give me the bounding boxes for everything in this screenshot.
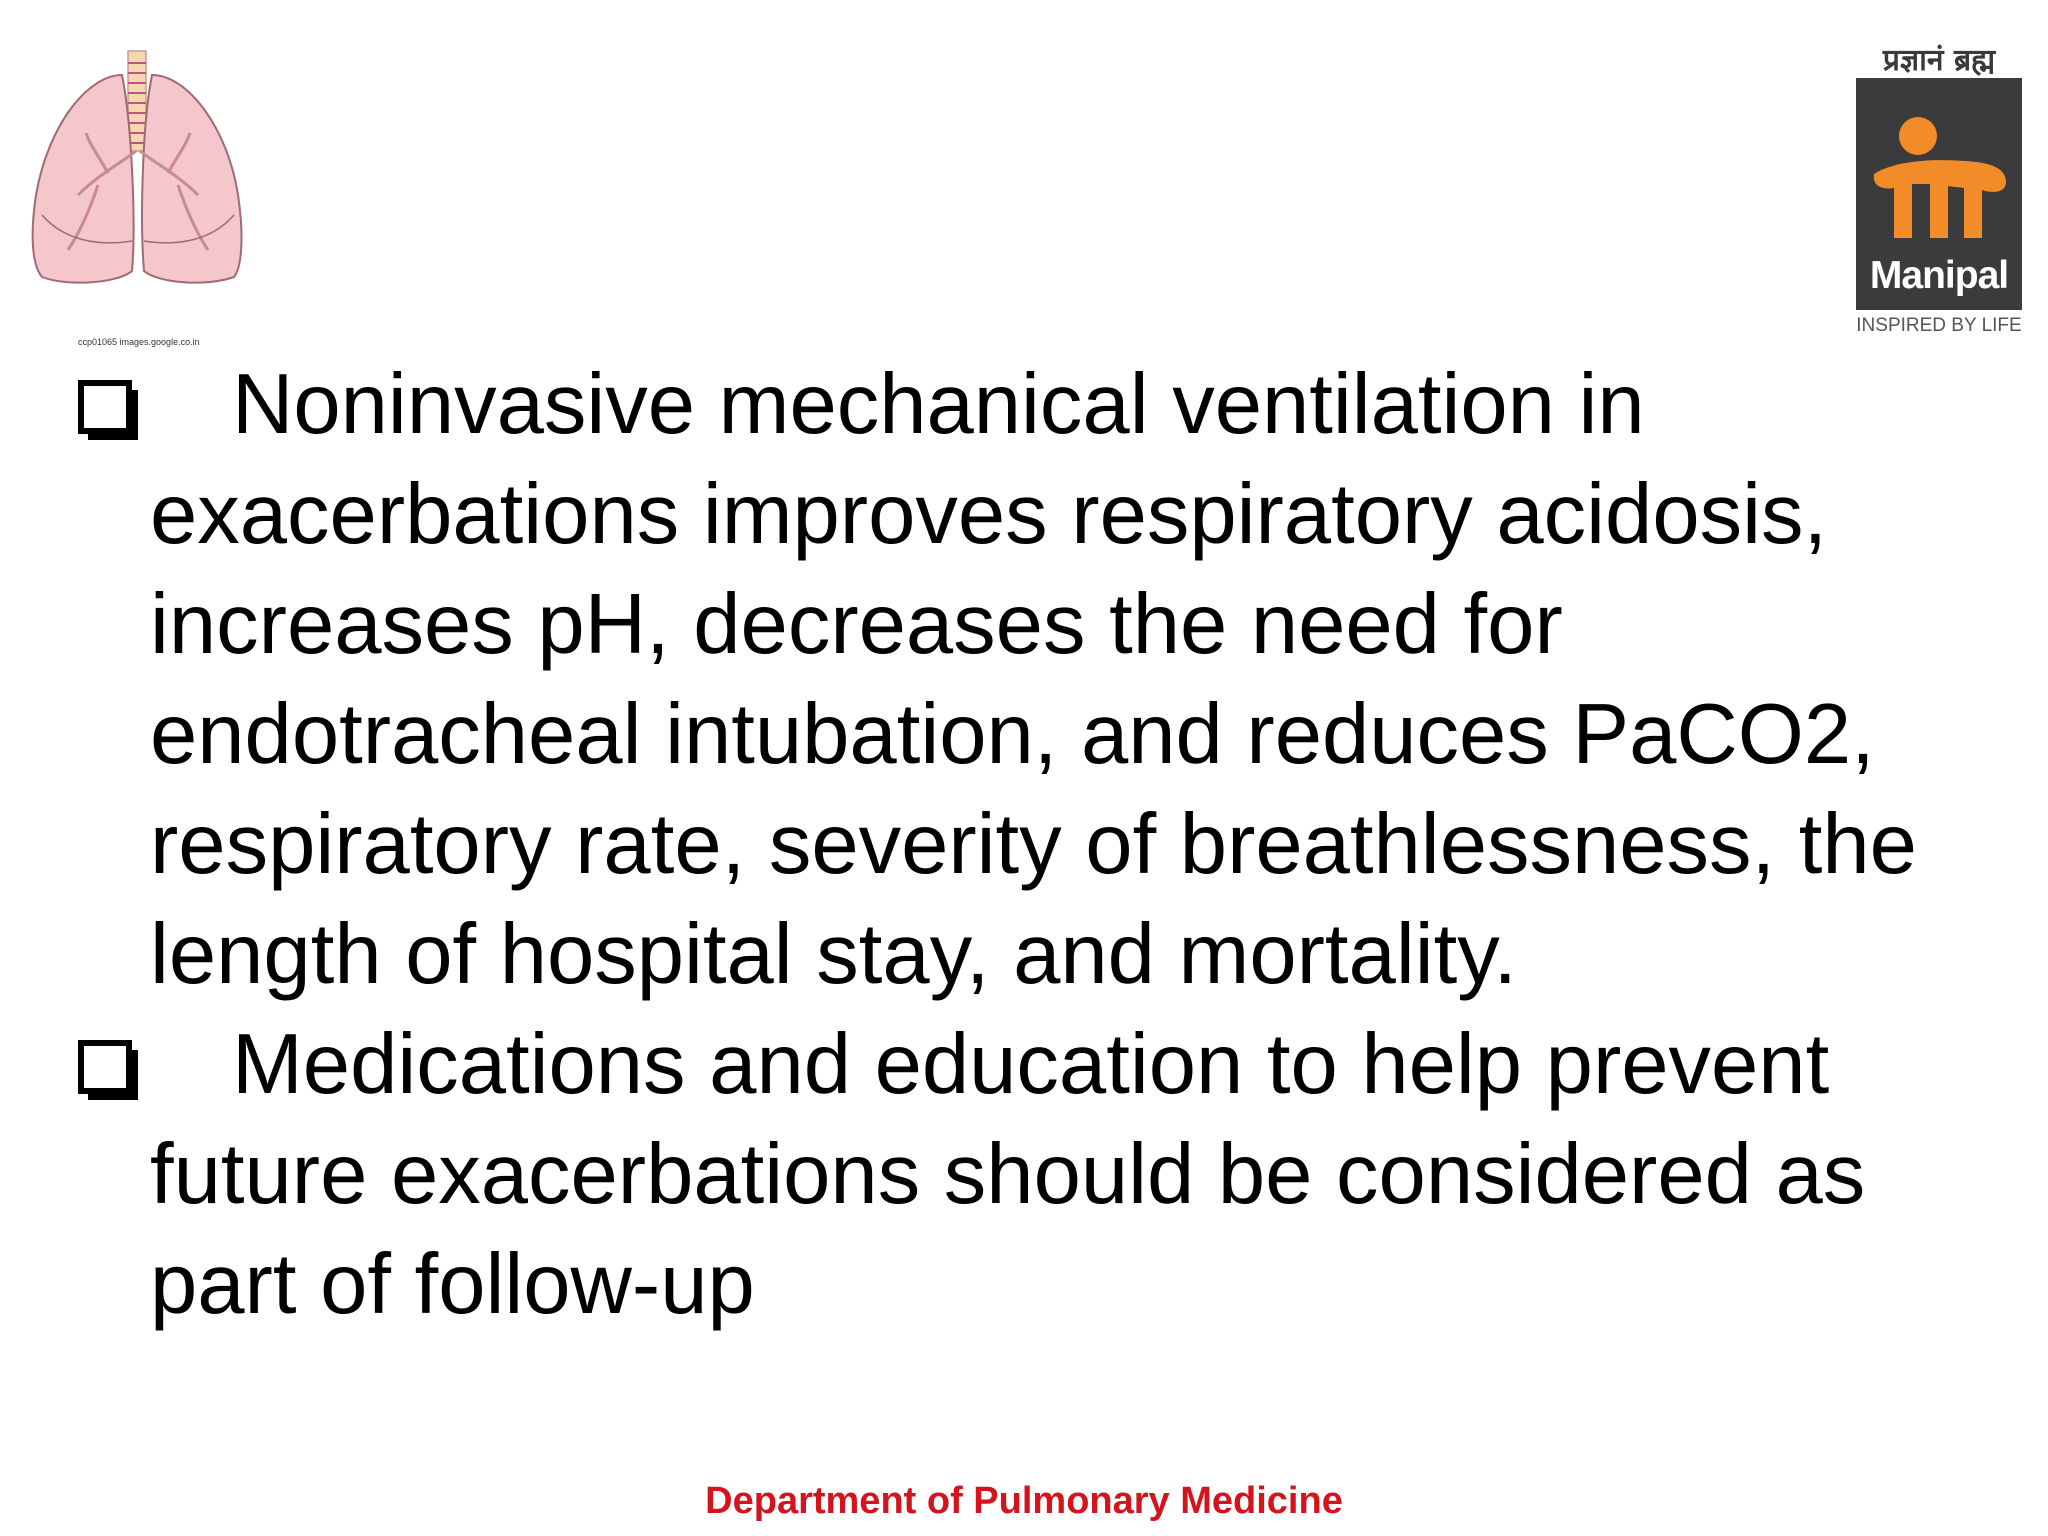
bullet-item: [78, 350, 2008, 1010]
lung-image-caption: ccp01065 images.google.co.in: [78, 337, 200, 347]
bullet-list: [78, 350, 2008, 1340]
logo-box: [1856, 78, 2022, 310]
manipal-mark-icon: [1856, 78, 2022, 258]
logo-name: Manipal: [1869, 254, 2009, 297]
checkbox-icon: [78, 1010, 150, 1120]
lung-illustration: [28, 45, 248, 347]
bullet-text: Medications and education to help prevent future exacerbations should be considered as part of follow-up: [150, 1017, 1866, 1332]
bullet-text: Noninvasive mechanical ventilation in exacerbations improves respiratory acidosis, increases pH, decreases the need for endotracheal intubation, and reduces PaCO2, respiratory rate, severity of breathlessness, the length of hospital stay, and mortality.: [150, 357, 1917, 1002]
bullet-item: [78, 1010, 2008, 1340]
footer-department: Department of Pulmonary Medicine: [705, 1480, 1343, 1522]
logo-sanskrit-tagline: प्रज्ञानं ब्रह्म: [1882, 43, 1996, 78]
checkbox-icon: [78, 350, 150, 460]
manipal-logo: [1846, 38, 2032, 343]
logo-tagline: INSPIRED BY LIFE: [1856, 315, 2022, 336]
lungs-icon: [28, 45, 248, 290]
